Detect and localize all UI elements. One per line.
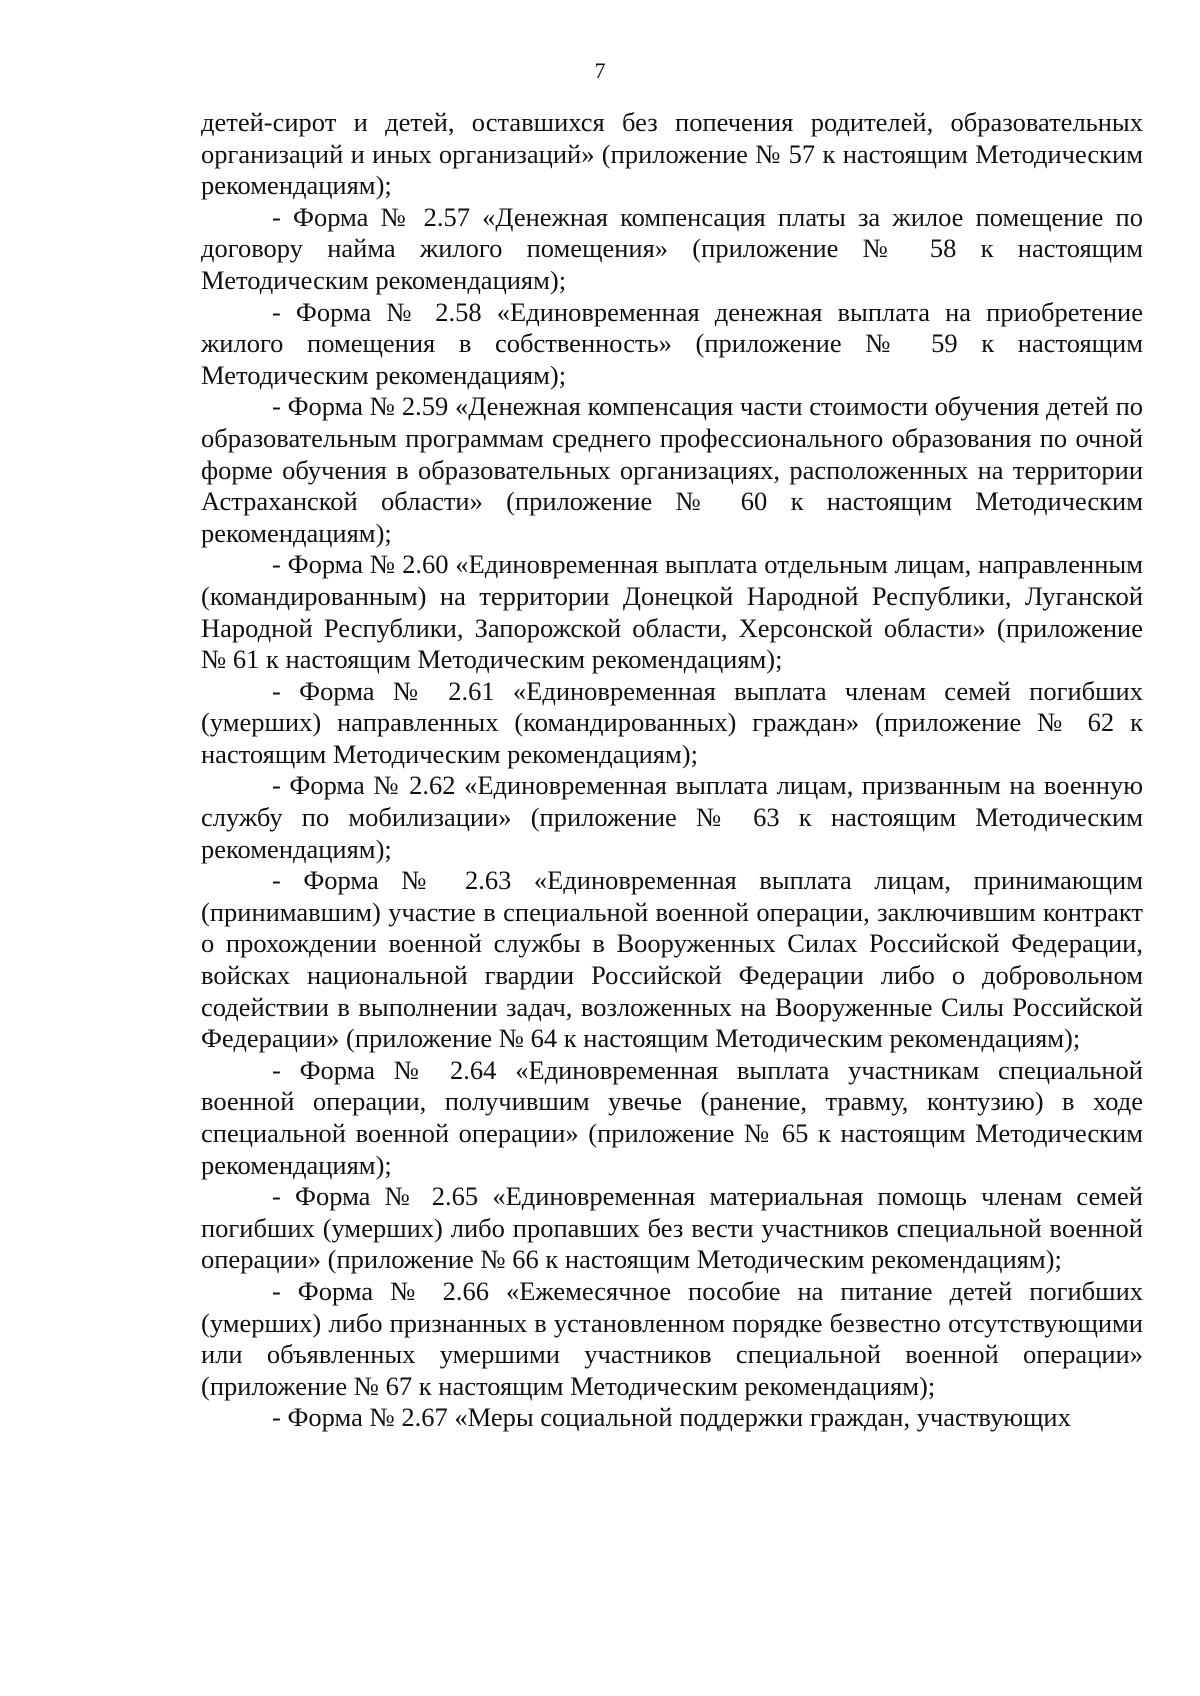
form-item-2-57: - Форма № 2.57 «Денежная компенсация платы за жилое помещение по договору найма жилого помещения» (приложение № 58 к настоящим Методическим рекомендациям); [201, 201, 1143, 295]
page-number: 7 [594, 58, 606, 83]
form-item-2-66: - Форма № 2.66 «Ежемесячное пособие на питание детей погибших (умерших) либо признанных в установленном порядке безвестно отсутствующими или объявленных умершими участников специальной военной операции» (приложение № 67 к настоящим Методическим рекомендациям); [201, 1275, 1143, 1401]
form-item-2-64: - Форма № 2.64 «Единовременная выплата участникам специальной военной операции, получившим увечье (ранение, травму, контузию) в ходе специальной военной операции» (приложение № 65 к настоящим Методическим рекомендациям); [201, 1054, 1143, 1180]
form-item-2-61: - Форма № 2.61 «Единовременная выплата членам семей погибших (умерших) направленных (командированных) граждан» (приложение № 62 к настоящим Методическим рекомендациям); [201, 675, 1143, 769]
form-item-2-63: - Форма № 2.63 «Единовременная выплата лицам, принимающим (принимавшим) участие в специальной военной операции, заключившим контракт о прохождении военной службы в Вооруженных Силах Российской Федерации, войсках национальной гвардии Российской Федерации либо о добровольном содействии в выполнении задач, возложенных на Вооруженные Силы Российской Федерации» (приложение № 64 к настоящим Методическим рекомендациям); [201, 865, 1143, 1054]
form-item-2-67: - Форма № 2.67 «Меры социальной поддержки граждан, участвующих [272, 1402, 1071, 1433]
paragraph-continuation: детей-сирот и детей, оставшихся без попечения родителей, образовательных организаций и иных организаций» (приложение № 57 к настоящим Методическим рекомендациям); [201, 107, 1143, 201]
form-item-2-65: - Форма № 2.65 «Единовременная материальная помощь членам семей погибших (умерших) либо пропавших без вести участников специальной военной операции» (приложение № 66 к настоящим Методическим рекомендациям); [201, 1181, 1143, 1275]
form-item-2-59: - Форма № 2.59 «Денежная компенсация части стоимости обучения детей по образовательным программам среднего профессионального образования по очной форме обучения в образовательных организациях, расположенных на территории Астраханской области» (приложение № 60 к настоящим Методическим рекомендациям); [201, 391, 1143, 548]
form-item-2-60: - Форма № 2.60 «Единовременная выплата отдельным лицам, направленным (командированным) на территории Донецкой Народной Республики, Луганской Народной Республики, Запорожской области, Херсонской области» (приложение № 61 к настоящим Методическим рекомендациям); [201, 549, 1143, 675]
document-body [201, 107, 1143, 1434]
form-item-2-62: - Форма № 2.62 «Единовременная выплата лицам, призванным на военную службу по мобилизации» (приложение № 63 к настоящим Методическим рекомендациям); [201, 770, 1143, 864]
form-item-2-58: - Форма № 2.58 «Единовременная денежная выплата на приобретение жилого помещения в собственность» (приложение № 59 к настоящим Методическим рекомендациям); [201, 296, 1143, 390]
